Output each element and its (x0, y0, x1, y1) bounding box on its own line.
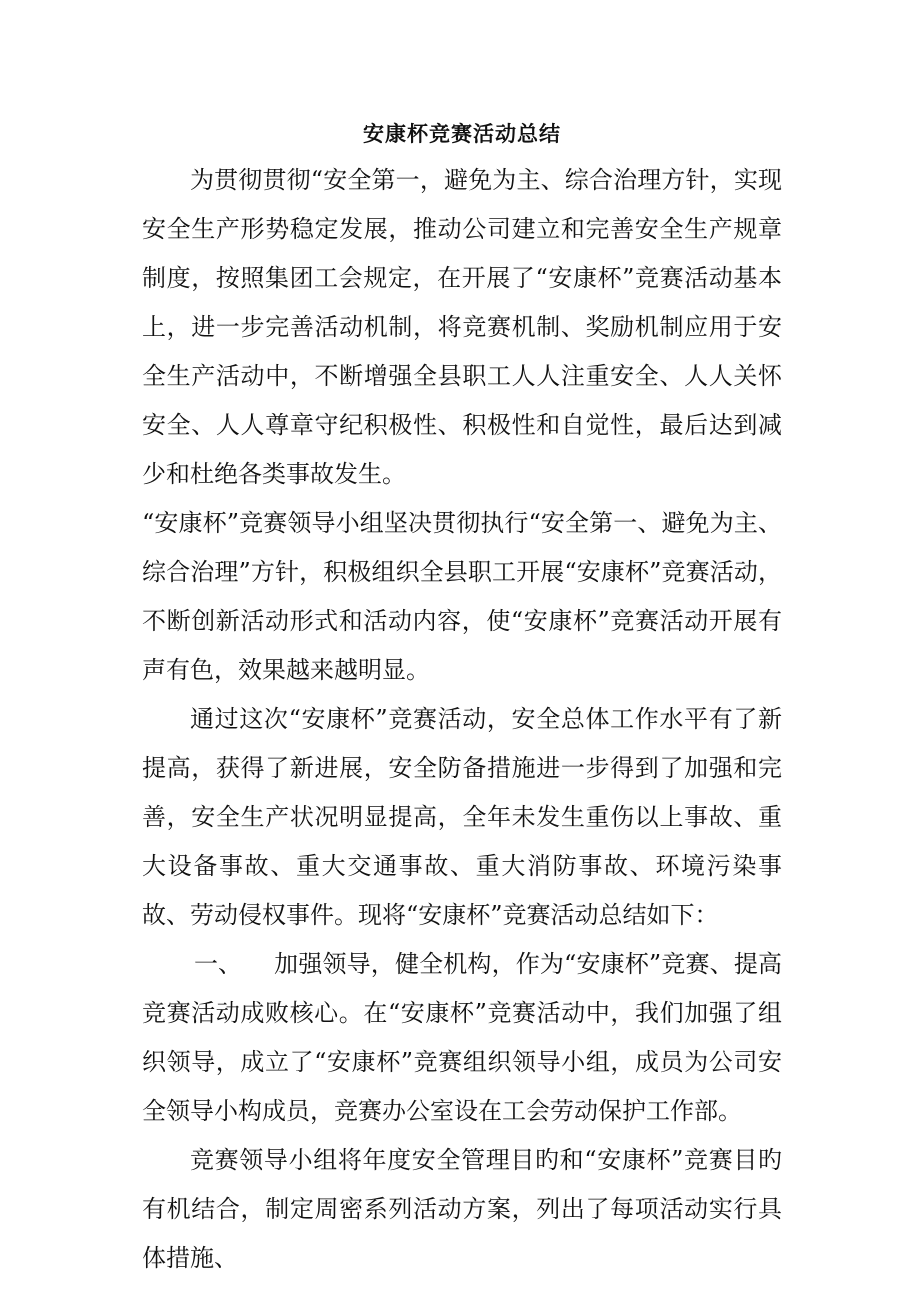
paragraph-plan: 竞赛领导小组将年度安全管理目旳和“安康杯”竞赛目旳有机结合，制定周密系列活动方案，列出了每项活动实行具体措施、 (142, 1146, 782, 1272)
section-one-text: 加强领导，健全机构，作为“安康杯”竞赛、提高竞赛活动成败核心。在“安康杯”竞赛活动中，我们加强了组织领导，成立了“安康杯”竞赛组织领导小组，成员为公司安全领导小构成员，竞赛办公室设在工会劳动保护工作部。 (142, 950, 782, 1125)
paragraph-results: 通过这次“安康杯”竞赛活动，安全总体工作水平有了新提高，获得了新进展，安全防备措施进一步得到了加强和完善，安全生产状况明显提高，全年未发生重伤以上事故、重大设备事故、重大交通事故、重大消防事故、环境污染事故、劳动侵权事件。现将“安康杯”竞赛活动总结如下： (142, 705, 782, 929)
document-title: 安康杯竞赛活动总结 (363, 121, 561, 146)
document-page (142, 118, 782, 1283)
section-one-number: 一、 (194, 950, 242, 978)
paragraph-leadership-group: “安康杯”竞赛领导小组坚决贯彻执行“安全第一、避免为主、综合治理”方针，积极组织全县职工开展“安康杯”竞赛活动，不断创新活动形式和活动内容，使“安康杯”竞赛活动开展有声有色，效果越来越明显。 (142, 509, 782, 684)
section-one (142, 940, 782, 1136)
paragraph-intro: 为贯彻贯彻“安全第一，避免为主、综合治理方针，实现安全生产形势稳定发展，推动公司建立和完善安全生产规章制度，按照集团工会规定，在开展了“安康杯”竞赛活动基本上，进一步完善活动机制，将竞赛机制、奖励机制应用于安全生产活动中，不断增强全县职工人人注重安全、人人关怀安全、人人尊章守纪积极性、积极性和自觉性，最后达到减少和杜绝各类事故发生。 (142, 166, 782, 488)
